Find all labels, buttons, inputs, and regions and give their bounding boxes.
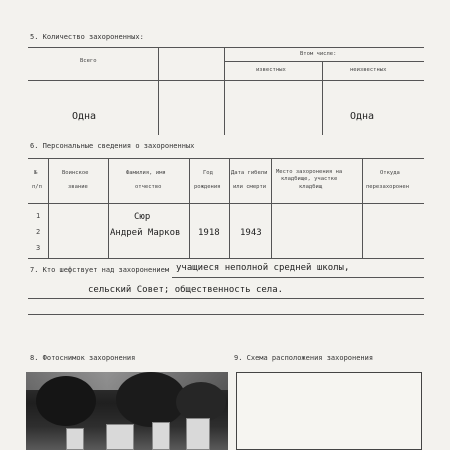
- hdr-from2: перезахоронен: [366, 184, 410, 190]
- hdr-rank: Воинское: [62, 170, 89, 176]
- burial-layout-scheme: [236, 372, 422, 450]
- section6-title: 6. Персональные сведения о захороненных: [30, 142, 195, 150]
- hdr-rank2: звание: [68, 184, 88, 190]
- patron-line-2: сельский Совет; общественность села.: [88, 285, 284, 295]
- hdr-name2: отчество: [135, 184, 162, 190]
- table6-top-border: [28, 158, 424, 159]
- person-name: Андрей Марков: [110, 228, 181, 238]
- section5-title: 5. Количество захороненных:: [30, 33, 144, 41]
- table6-col3: [189, 158, 190, 258]
- hdr-place: Место захоронения на: [276, 169, 343, 175]
- row-num-2: 2: [36, 228, 41, 236]
- col-known-header: известных: [256, 67, 286, 73]
- table6-bottom-border: [28, 258, 424, 259]
- total-count-value: Одна: [72, 111, 97, 122]
- section9-title: 9. Схема расположения захоронения: [234, 354, 374, 362]
- table5-top-border: [28, 47, 424, 48]
- col-total-header: Всего: [80, 58, 97, 64]
- section8-title: 8. Фотоснимок захоронения: [30, 354, 136, 362]
- table5-header-border: [28, 80, 424, 81]
- table6-col6: [362, 158, 363, 258]
- unknown-count-value: Одна: [350, 111, 375, 122]
- row-num-3: 3: [36, 244, 41, 252]
- hdr-year: Год: [203, 170, 213, 176]
- patron-underline-2: [28, 298, 424, 299]
- burial-photo: [26, 372, 228, 450]
- hdr-death: Дата гибели: [231, 170, 268, 176]
- patron-underline-3: [28, 314, 424, 315]
- patron-line-1: учащиеся неполной средней школы,: [176, 263, 350, 273]
- hdr-year2: рождения: [194, 184, 221, 190]
- table5-divider-3: [322, 61, 323, 135]
- hdr-name: Фамилия, имя: [126, 170, 166, 176]
- birth-year: 1918: [198, 228, 220, 238]
- patron-underline-1: [172, 277, 424, 278]
- hdr-num: №: [34, 170, 38, 176]
- table5-divider-1: [158, 47, 159, 135]
- table6-col4: [229, 158, 230, 258]
- person-surname: Сюр: [134, 212, 151, 222]
- hdr-place2: кладбище, участке: [281, 176, 338, 182]
- hdr-from: Откуда: [380, 170, 400, 176]
- col-unknown-header: неизвестных: [350, 67, 387, 73]
- table6-col2: [108, 158, 109, 258]
- death-year: 1943: [240, 228, 262, 238]
- table5-sub-border: [224, 61, 424, 62]
- row-num-1: 1: [36, 212, 41, 220]
- table6-col5: [271, 158, 272, 258]
- hdr-death2: или смерти: [233, 184, 267, 190]
- hdr-num2: п/п: [32, 184, 42, 190]
- hdr-place3: кладбищ: [299, 184, 323, 190]
- table6-col1: [48, 158, 49, 258]
- section7-label: 7. Кто шефствует над захоронением: [30, 266, 170, 274]
- col-incl-header: Втом числе:: [300, 51, 337, 57]
- table6-header-border: [28, 203, 424, 204]
- table5-divider-2: [224, 47, 225, 135]
